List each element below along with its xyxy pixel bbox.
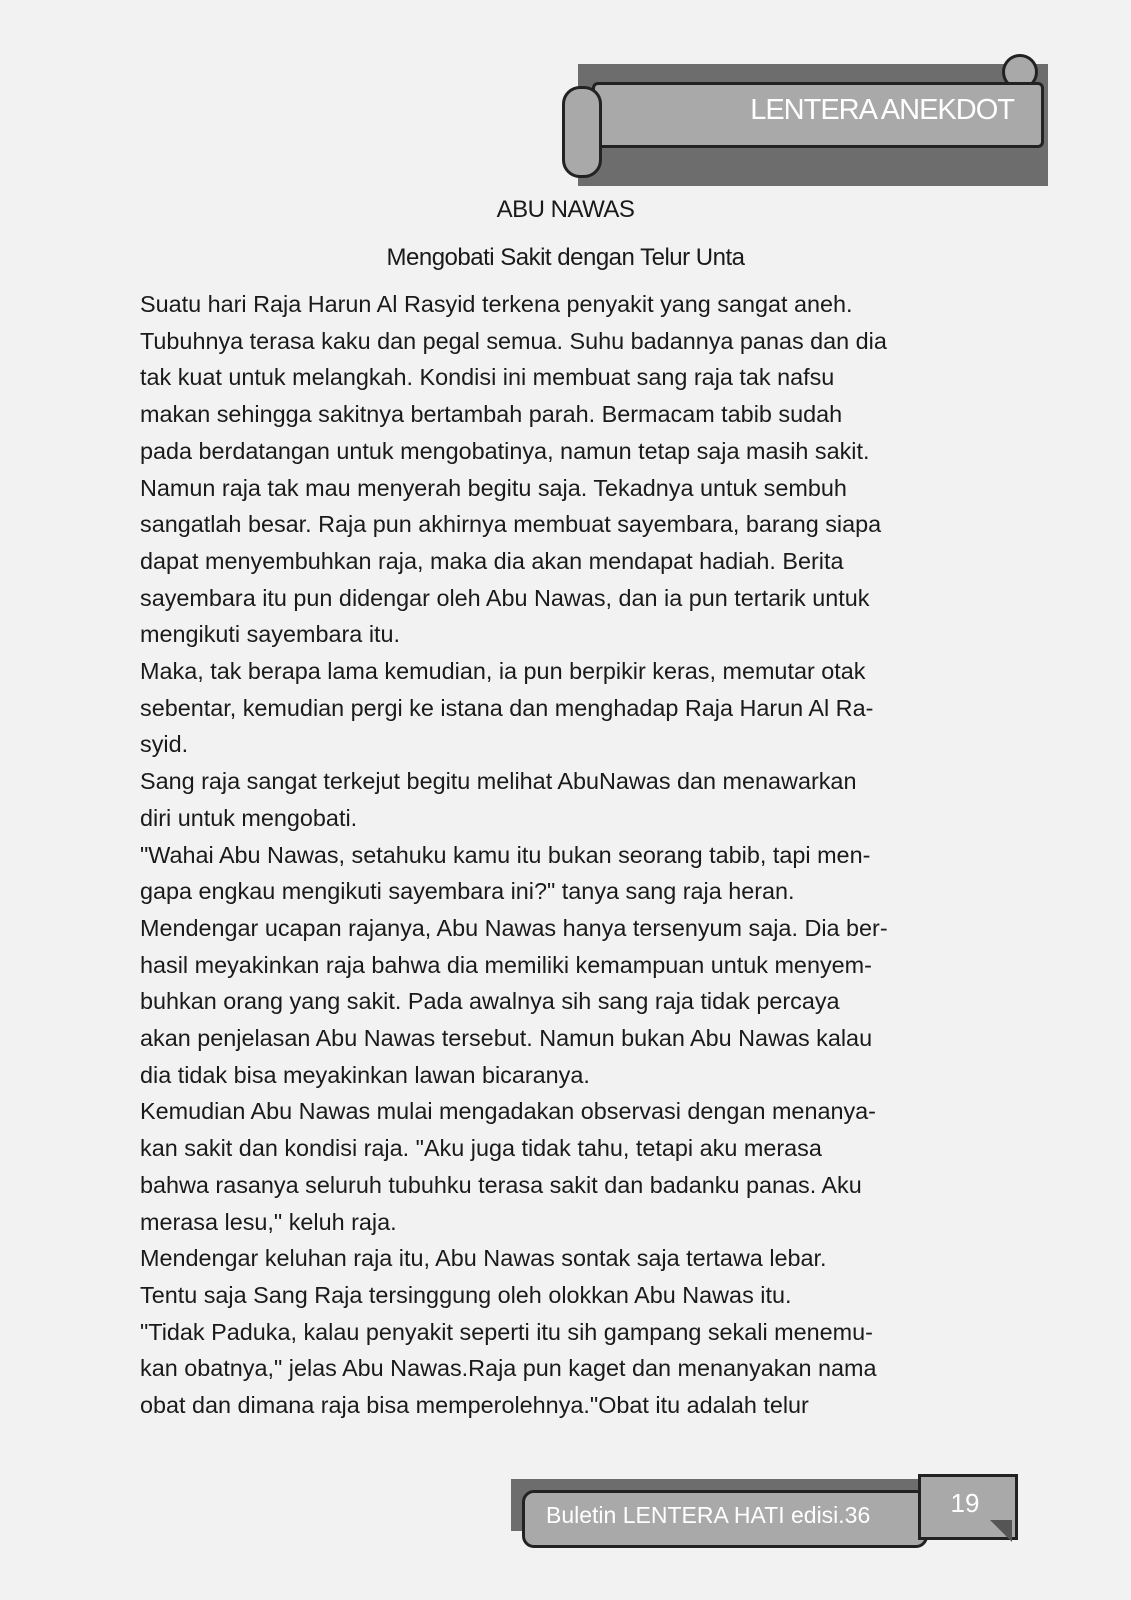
body-line: Namun raja tak mau menyerah begitu saja. Tekadnya untuk sembuh — [140, 474, 847, 501]
body-line: Mendengar keluhan raja itu, Abu Nawas sontak saja tertawa lebar. — [140, 1245, 827, 1272]
body-line: dapat menyembuhkan raja, maka dia akan mendapat hadiah. Berita — [140, 547, 844, 574]
body-line: Sang raja sangat terkejut begitu melihat AbuNawas dan menawarkan — [140, 768, 857, 795]
body-line: sangatlah besar. Raja pun akhirnya membuat sayembara, barang siapa — [140, 511, 882, 538]
body-line: bahwa rasanya seluruh tubuhku terasa sakit dan badanku panas. Aku — [140, 1171, 862, 1198]
page-fold-corner — [990, 1520, 1012, 1542]
body-line: diri untuk mengobati. — [140, 804, 358, 831]
article-body — [140, 286, 998, 1424]
body-line: dia tidak bisa meyakinkan lawan bicaranya. — [140, 1061, 590, 1088]
body-line: Tentu saja Sang Raja tersinggung oleh olokkan Abu Nawas itu. — [140, 1281, 792, 1308]
article-subtitle: Mengobati Sakit dengan Telur Unta — [386, 244, 745, 271]
body-line: pada berdatangan untuk mengobatinya, namun tetap saja masih sakit. — [140, 437, 870, 464]
body-line: sebentar, kemudian pergi ke istana dan menghadap Raja Harun Al Ra- — [140, 694, 874, 721]
page-number: 19 — [950, 1488, 980, 1518]
body-line: "Tidak Paduka, kalau penyakit seperti itu sih gampang sekali menemu- — [140, 1318, 873, 1345]
body-line: Maka, tak berapa lama kemudian, ia pun berpikir keras, memutar otak — [140, 658, 866, 685]
body-line: Mendengar ucapan rajanya, Abu Nawas hanya tersenyum saja. Dia ber- — [140, 914, 888, 941]
article-title: ABU NAWAS — [496, 196, 635, 223]
body-line: Suatu hari Raja Harun Al Rasyid terkena penyakit yang sangat aneh. — [140, 291, 853, 317]
body-line: syid. — [140, 731, 189, 758]
section-title: LENTERA ANEKDOT — [750, 94, 1014, 126]
body-line: gapa engkau mengikuti sayembara ini?" tanya sang raja heran. — [140, 878, 795, 905]
body-line: obat dan dimana raja bisa memperolehnya."Obat itu adalah telur — [140, 1392, 809, 1419]
body-line: mengikuti sayembara itu. — [140, 621, 401, 648]
publication-label: Buletin LENTERA HATI edisi.36 — [546, 1502, 871, 1528]
body-line: Tubuhnya terasa kaku dan pegal semua. Suhu badannya panas dan dia — [140, 327, 887, 354]
body-line: "Wahai Abu Nawas, setahuku kamu itu bukan seorang tabib, tapi men- — [140, 841, 871, 868]
body-line: tak kuat untuk melangkah. Kondisi ini membuat sang raja tak nafsu — [140, 364, 835, 391]
body-line: Kemudian Abu Nawas mulai mengadakan observasi dengan menanya- — [140, 1098, 876, 1125]
body-line: merasa lesu," keluh raja. — [140, 1208, 397, 1235]
body-line: sayembara itu pun didengar oleh Abu Nawas, dan ia pun tertarik untuk — [140, 584, 870, 611]
body-line: hasil meyakinkan raja bahwa dia memiliki kemampuan untuk menyem- — [140, 951, 872, 978]
body-line: makan sehingga sakitnya bertambah parah. Bermacam tabib sudah — [140, 401, 843, 428]
body-line: kan sakit dan kondisi raja. "Aku juga tidak tahu, tetapi aku merasa — [140, 1135, 822, 1162]
body-line: buhkan orang yang sakit. Pada awalnya sih sang raja tidak percaya — [140, 988, 840, 1015]
body-line: akan penjelasan Abu Nawas tersebut. Namun bukan Abu Nawas kalau — [140, 1025, 873, 1052]
scroll-curl-left — [562, 86, 602, 178]
body-line: kan obatnya," jelas Abu Nawas.Raja pun kaget dan menanyakan nama — [140, 1355, 877, 1382]
